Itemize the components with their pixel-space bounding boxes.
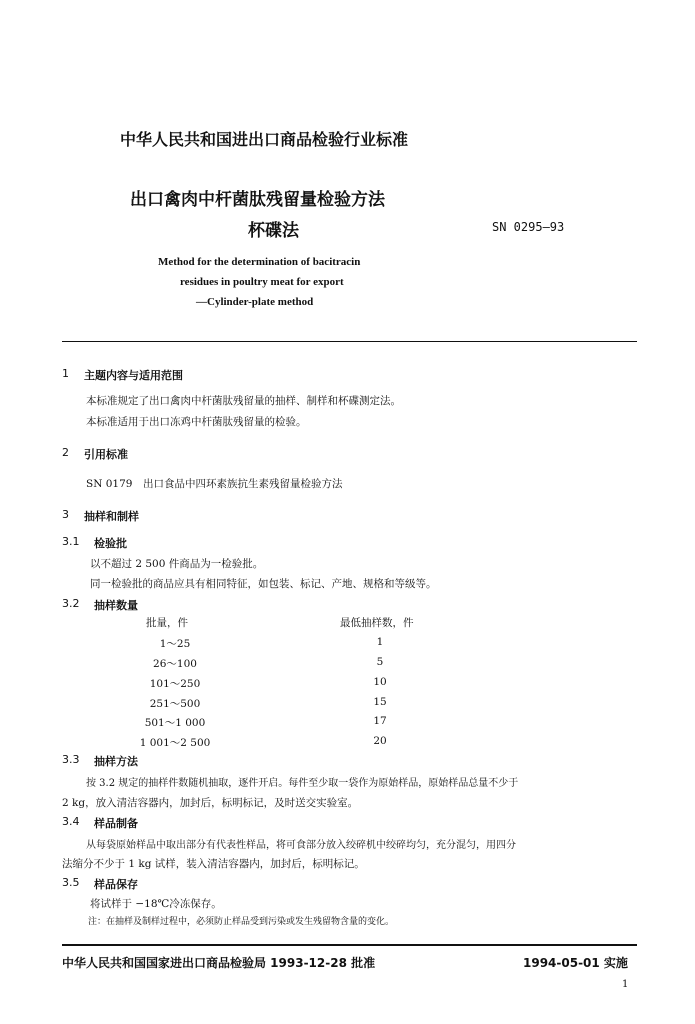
section-3-2-number: 3.2 bbox=[62, 597, 80, 610]
standard-category-title: 中华人民共和国进出口商品检验行业标准 bbox=[120, 130, 409, 149]
section-3-3-line-2: 2 kg，放入清洁容器内，加封后，标明标记，及时送交实验室。 bbox=[62, 797, 359, 809]
section-3-number: 3 bbox=[62, 508, 69, 521]
table-cell-sample: 10 bbox=[373, 676, 387, 688]
table-cell-sample: 5 bbox=[376, 656, 384, 668]
section-3-1-heading: 检验批 bbox=[94, 537, 127, 550]
table-cell-lot: 1 001～2 500 bbox=[139, 737, 211, 749]
section-3-heading: 抽样和制样 bbox=[84, 510, 139, 523]
section-3-5-note: 注：在抽样及制样过程中，必须防止样品受到污染或发生残留物含量的变化。 bbox=[88, 917, 395, 927]
document-title: 出口禽肉中杆菌肽残留量检验方法 bbox=[130, 190, 385, 210]
effective-date: 1994-05-01 实施 bbox=[523, 956, 628, 970]
section-3-5-heading: 样品保存 bbox=[94, 878, 138, 891]
standard-number: SN 0295—93 bbox=[492, 220, 565, 234]
table-cell-sample: 20 bbox=[373, 735, 387, 747]
english-title-line-1: Method for the determination of bacitracin bbox=[158, 256, 361, 268]
section-3-1-line-1: 以不超过 2 500 件商品为一检验批。 bbox=[90, 558, 264, 570]
table-header-min-sample: 最低抽样数，件 bbox=[340, 617, 414, 629]
english-title-line-3: —Cylinder-plate method bbox=[196, 296, 314, 308]
section-1-line-2: 本标准适用于出口冻鸡中杆菌肽残留量的检验。 bbox=[86, 416, 307, 428]
table-cell-lot: 1～25 bbox=[159, 638, 191, 650]
section-1-line-1: 本标准规定了出口禽肉中杆菌肽残留量的抽样、制样和杯碟测定法。 bbox=[86, 395, 401, 407]
section-3-4-line-1: 从每袋原始样品中取出部分有代表性样品，将可食部分放入绞碎机中绞碎均匀，充分混匀，用四分 bbox=[86, 840, 516, 851]
table-cell-sample: 17 bbox=[373, 715, 387, 727]
table-cell-lot: 501～1 000 bbox=[144, 717, 206, 729]
section-3-2-heading: 抽样数量 bbox=[94, 599, 138, 612]
section-3-4-number: 3.4 bbox=[62, 815, 80, 828]
english-title-line-2: residues in poultry meat for export bbox=[180, 276, 344, 288]
header-divider bbox=[62, 341, 637, 342]
section-3-4-line-2: 法缩分不少于 1 kg 试样，装入清洁容器内，加封后，标明标记。 bbox=[62, 858, 365, 870]
section-3-5-number: 3.5 bbox=[62, 876, 80, 889]
section-3-3-number: 3.3 bbox=[62, 753, 80, 766]
footer-divider bbox=[62, 944, 637, 946]
section-3-5-line-1: 将试样于 −18℃冷冻保存。 bbox=[90, 898, 222, 910]
section-1-number: 1 bbox=[62, 367, 69, 380]
table-cell-sample: 15 bbox=[373, 696, 387, 708]
section-3-1-number: 3.1 bbox=[62, 535, 80, 548]
table-header-lot-size: 批量，件 bbox=[146, 617, 188, 629]
section-1-heading: 主题内容与适用范围 bbox=[84, 369, 183, 382]
section-2-number: 2 bbox=[62, 446, 69, 459]
page-number: 1 bbox=[622, 979, 629, 990]
section-3-3-line-1: 按 3.2 规定的抽样件数随机抽取，逐件开启。每件至少取一袋作为原始样品，原始样品总量不少于 bbox=[86, 778, 519, 789]
table-cell-sample: 1 bbox=[376, 636, 384, 648]
section-2-heading: 引用标准 bbox=[84, 448, 128, 461]
section-2-line-1: SN 0179 出口食品中四环素族抗生素残留量检验方法 bbox=[86, 478, 343, 490]
table-cell-lot: 26～100 bbox=[153, 658, 197, 670]
section-3-1-line-2: 同一检验批的商品应具有相同特征，如包装、标记、产地、规格和等级等。 bbox=[90, 578, 437, 590]
document-subtitle: 杯碟法 bbox=[248, 221, 299, 241]
table-cell-lot: 251～500 bbox=[149, 698, 201, 710]
approval-statement: 中华人民共和国国家进出口商品检验局 1993-12-28 批准 bbox=[62, 956, 376, 970]
section-3-3-heading: 抽样方法 bbox=[94, 755, 138, 768]
section-3-4-heading: 样品制备 bbox=[94, 817, 138, 830]
table-cell-lot: 101～250 bbox=[149, 678, 201, 690]
